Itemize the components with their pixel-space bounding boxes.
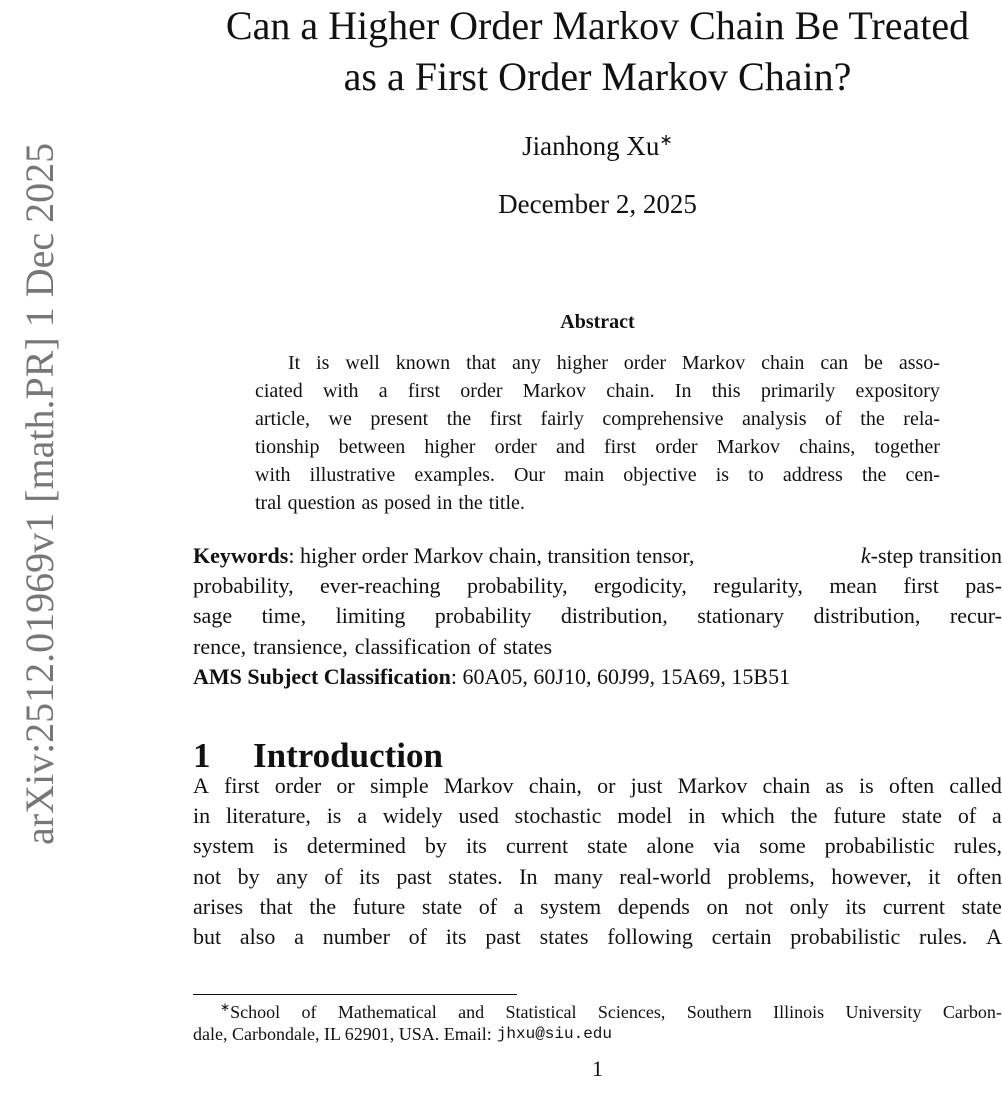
word: Illinois <box>773 1002 825 1022</box>
author-footnote <box>193 1001 1002 1045</box>
word: also <box>239 923 276 949</box>
keywords-line-1-end: -step transition <box>870 543 1002 568</box>
word: a <box>513 893 524 919</box>
word: future <box>352 893 406 919</box>
ams-label: AMS Subject Classification <box>193 664 451 689</box>
word: illustrative <box>309 464 396 486</box>
abstract-line <box>255 377 940 405</box>
word: analysis <box>742 408 807 430</box>
word: a <box>378 380 388 402</box>
word: following <box>607 923 693 949</box>
intro-line <box>193 922 1002 952</box>
word: state <box>587 833 628 859</box>
word: posed <box>384 492 431 514</box>
word: in <box>436 492 453 514</box>
word: chain. <box>606 380 655 402</box>
word: rence, <box>193 633 247 659</box>
word: arises <box>193 893 244 919</box>
word: current <box>882 893 946 919</box>
word: asso- <box>898 352 940 374</box>
word: depends <box>617 893 690 919</box>
word: and <box>555 436 585 458</box>
author-footnote-mark[interactable]: ∗ <box>659 132 673 149</box>
word: the <box>861 464 887 486</box>
word: its <box>845 893 867 919</box>
word: regularity, <box>713 573 803 599</box>
word: however, <box>831 863 912 889</box>
word: University <box>845 1002 922 1022</box>
word: ∗School <box>220 1000 281 1022</box>
word: is <box>715 464 730 486</box>
word: of <box>301 1002 317 1022</box>
word: primarily <box>760 380 836 402</box>
keywords-block <box>193 541 1002 662</box>
word: Statistical <box>505 1002 577 1022</box>
intro-line <box>193 831 1002 861</box>
footnote-rule <box>193 994 517 995</box>
word: that <box>466 352 497 374</box>
title-line-2: as a First Order Markov Chain? <box>343 54 852 99</box>
word: chain <box>761 352 805 374</box>
word: order <box>494 436 537 458</box>
word: is <box>326 803 342 829</box>
word: the <box>309 893 337 919</box>
word: order <box>460 380 503 402</box>
word: alone <box>646 833 695 859</box>
intro-line <box>193 771 1002 801</box>
keywords-k-symbol: k <box>860 543 871 568</box>
word: It <box>288 352 301 374</box>
word: classification <box>354 633 471 659</box>
word: recur- <box>949 603 1002 629</box>
word: that <box>259 893 293 919</box>
word: Markov <box>716 436 781 458</box>
word: Markov <box>443 773 514 798</box>
word: it <box>928 863 941 889</box>
word: pas- <box>965 573 1002 599</box>
word: as <box>825 773 844 798</box>
word: fairly <box>540 408 584 430</box>
word: known <box>395 352 451 374</box>
word: with <box>255 464 291 486</box>
word: probabilistic <box>824 833 935 859</box>
word: tral <box>255 492 282 514</box>
word: widely <box>382 803 443 829</box>
word: or <box>597 773 616 798</box>
word: time, <box>261 603 307 629</box>
word: is <box>316 352 330 374</box>
word: distribution, <box>560 603 668 629</box>
word: objective <box>623 464 697 486</box>
word: of <box>324 863 343 889</box>
word: first <box>407 380 441 402</box>
word: mean <box>829 573 877 599</box>
keywords-line <box>193 571 1002 601</box>
word: Mathematical <box>337 1002 437 1022</box>
word: of <box>478 893 498 919</box>
word: well <box>345 352 380 374</box>
intro-line <box>193 892 1002 922</box>
word: together <box>874 436 940 458</box>
word: and <box>458 1002 485 1022</box>
word: via <box>713 833 741 859</box>
word: probabilistic <box>790 923 901 949</box>
word: many <box>553 863 603 889</box>
word: ever-reaching <box>320 573 441 599</box>
word: determined <box>306 833 406 859</box>
word: or <box>336 773 355 798</box>
word: its <box>465 833 487 859</box>
word: states <box>503 633 553 659</box>
word: past <box>396 863 432 889</box>
word: a <box>357 803 367 829</box>
word: higher <box>424 436 476 458</box>
word: states. <box>448 863 503 889</box>
author-name: Jianhong Xu <box>522 131 660 161</box>
word: Markov <box>522 380 587 402</box>
word: chain <box>762 773 811 798</box>
word: in <box>193 803 211 829</box>
abstract-line <box>255 405 940 433</box>
word: certain <box>711 923 772 949</box>
word: model <box>617 803 673 829</box>
word: which <box>721 803 775 829</box>
word: of <box>408 923 427 949</box>
word: first <box>489 408 522 430</box>
word: its <box>445 923 467 949</box>
word: is <box>858 773 874 798</box>
word: limiting <box>335 603 406 629</box>
word: by <box>424 833 447 859</box>
word: but <box>193 923 222 949</box>
introduction-paragraph <box>193 771 1002 952</box>
word: Markov <box>677 773 748 798</box>
word: called <box>949 773 1002 798</box>
word: just <box>630 773 663 798</box>
keywords-line <box>193 601 1002 631</box>
word: Our <box>513 464 546 486</box>
abstract-body <box>255 349 940 517</box>
abstract-heading: Abstract <box>560 311 635 333</box>
page-number: 1 <box>592 1056 603 1081</box>
word: literature, <box>225 803 311 829</box>
word: ergodicity, <box>594 573 687 599</box>
word: probability, <box>193 573 294 599</box>
word: In <box>519 863 538 889</box>
word: Markov <box>681 352 746 374</box>
word: number <box>322 923 390 949</box>
word: distribution, <box>813 603 921 629</box>
keywords-line <box>193 632 1002 662</box>
word: first <box>603 436 637 458</box>
word: a <box>294 923 304 949</box>
word: expository <box>855 380 940 402</box>
word: Southern <box>686 1002 752 1022</box>
word: comprehensive <box>602 408 724 430</box>
word: chains, <box>799 436 856 458</box>
word: the <box>446 408 472 430</box>
word: rela- <box>903 408 940 430</box>
word: its <box>359 863 380 889</box>
word: can <box>820 352 849 374</box>
section-number: 1 <box>193 736 211 775</box>
word: rules. <box>919 923 968 949</box>
footnote-line <box>193 1001 1002 1023</box>
footnote-mark: ∗ <box>220 1000 231 1014</box>
keywords-label: Keywords <box>193 543 289 568</box>
word: any <box>276 863 308 889</box>
abstract-line <box>255 489 940 517</box>
word: current <box>505 833 569 859</box>
word: states <box>539 923 589 949</box>
word: title. <box>488 492 525 514</box>
word: probability, <box>466 573 568 599</box>
word: Carbon- <box>942 1002 1002 1022</box>
word: state <box>961 893 1002 919</box>
word: often <box>888 773 935 798</box>
word: tionship <box>255 436 320 458</box>
word: system <box>539 893 602 919</box>
word: the <box>790 803 818 829</box>
word: higher <box>556 352 608 374</box>
word: chain, <box>528 773 582 798</box>
word: A <box>193 773 209 798</box>
word: used <box>458 803 499 829</box>
footnote-line-2-text: dale, Carbondale, IL 62901, USA. Email: <box>193 1024 492 1044</box>
ams-classification <box>193 662 1002 692</box>
word: Sciences, <box>597 1002 666 1022</box>
word: of <box>477 633 497 659</box>
word: article, <box>255 408 310 430</box>
word: stationary <box>697 603 784 629</box>
word: sage <box>193 603 233 629</box>
word: real-world <box>619 863 711 889</box>
word: on <box>706 893 729 919</box>
word: probability <box>434 603 532 629</box>
word: present <box>370 408 429 430</box>
ams-codes: : 60A05, 60J10, 60J99, 15A69, 15B51 <box>450 664 791 689</box>
word: first <box>224 773 260 798</box>
word: in <box>688 803 706 829</box>
word: a <box>992 803 1002 829</box>
abstract-line <box>255 433 940 461</box>
word: future <box>833 803 886 829</box>
word: the <box>458 492 483 514</box>
word: we <box>328 408 352 430</box>
word: main <box>564 464 605 486</box>
word: address <box>782 464 843 486</box>
word: examples. <box>414 464 495 486</box>
word: any <box>511 352 541 374</box>
word: first <box>903 573 939 599</box>
word: to <box>748 464 764 486</box>
word: with <box>322 380 359 402</box>
word: state <box>421 893 463 919</box>
word: past <box>485 923 521 949</box>
intro-line <box>193 862 1002 892</box>
word: not <box>744 893 774 919</box>
title-line-1: Can a Higher Order Markov Chain Be Treated <box>225 3 970 48</box>
word: order <box>274 773 322 798</box>
word: order <box>623 352 666 374</box>
word: only <box>789 893 829 919</box>
word: cen- <box>905 464 940 486</box>
word: as <box>361 492 379 514</box>
word: the <box>860 408 885 430</box>
paper-title <box>193 0 1002 102</box>
section-title: Introduction <box>253 736 443 775</box>
word: A <box>986 923 1002 949</box>
word: be <box>864 352 883 374</box>
word: rules, <box>953 833 1002 859</box>
keywords-line-1-start: : higher order Markov chain, transition tensor, <box>288 543 695 568</box>
word: problems, <box>727 863 815 889</box>
word: ciated <box>255 380 303 402</box>
author-email-link[interactable]: jhxu@siu.edu <box>496 1025 612 1043</box>
word: order <box>655 436 698 458</box>
arxiv-identifier-stamp: arXiv:2512.01969v1 [math.PR] 1 Dec 2025 <box>17 142 62 845</box>
keywords-line <box>193 541 1002 571</box>
intro-line <box>193 801 1002 831</box>
word: this <box>711 380 741 402</box>
word: of <box>957 803 977 829</box>
word: is <box>273 833 288 859</box>
word: often <box>956 863 1002 889</box>
author <box>193 131 1002 161</box>
word: transience, <box>253 633 348 659</box>
word: stochastic <box>514 803 602 829</box>
word: of <box>825 408 842 430</box>
word: state <box>901 803 943 829</box>
word: some <box>759 833 806 859</box>
word: In <box>674 380 692 402</box>
word: question <box>287 492 356 514</box>
word: between <box>338 436 406 458</box>
footnote-line <box>193 1023 1002 1045</box>
word: not <box>193 863 222 889</box>
word: simple <box>369 773 429 798</box>
abstract-line <box>255 461 940 489</box>
abstract-line <box>255 349 940 377</box>
word: system <box>193 833 255 859</box>
paper-date: December 2, 2025 <box>498 189 697 219</box>
word: by <box>237 863 260 889</box>
